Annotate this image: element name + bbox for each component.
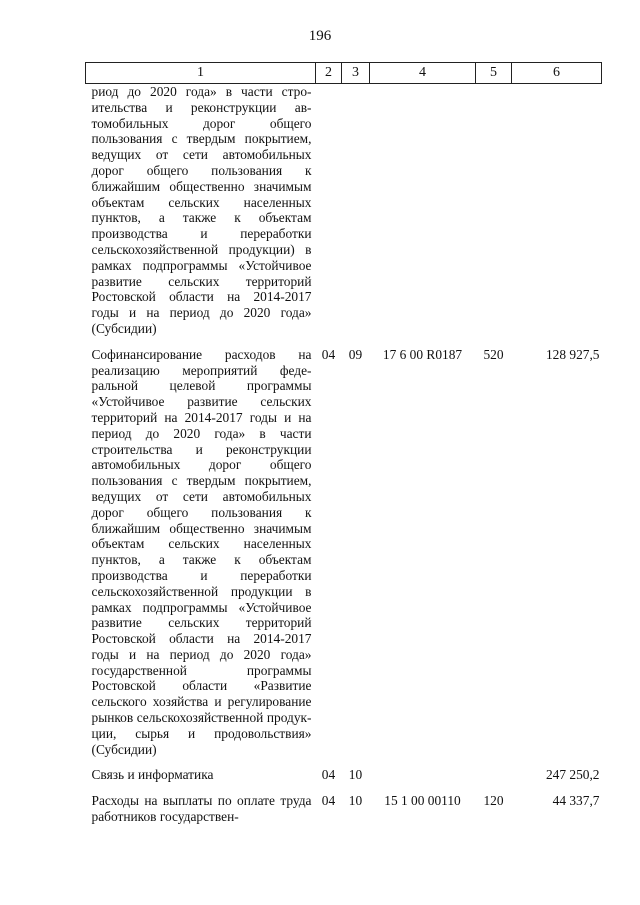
row-expense-type xyxy=(476,84,512,347)
row-description: Расходы на выплаты по оплате труда работников государствен- xyxy=(91,793,312,825)
budget-table xyxy=(85,62,602,835)
row-target-article xyxy=(370,767,476,793)
page-number: 196 xyxy=(308,28,332,44)
row-amount: 44 337,7 xyxy=(552,793,600,809)
row-section-code: 04 xyxy=(321,793,336,809)
row-expense-type xyxy=(476,767,512,793)
row-subsection-code: 10 xyxy=(348,767,363,783)
row-amount xyxy=(512,84,602,347)
table-header-row xyxy=(86,63,602,84)
row-target-article: 15 1 00 00110 xyxy=(384,793,461,809)
row-expense-type: 520 xyxy=(483,346,504,362)
table-row xyxy=(86,84,602,347)
row-target-article xyxy=(370,84,476,347)
table-row xyxy=(86,767,602,793)
column-header-2: 2 xyxy=(316,63,342,84)
column-header-6: 6 xyxy=(512,63,602,84)
row-section-code: 04 xyxy=(321,346,336,362)
table-row xyxy=(86,347,602,768)
column-header-4: 4 xyxy=(370,63,476,84)
row-description: Софинансирование расходов на реализацию мероприятий федеральной целевой программы «Устойчивое развитие сельских территорий на 2014-2017 годы и на период до 2020 года» в части строительства и реконструкции автомобильных дорог общего пользования с твердым покрытием, ведущих от сети автомобильных дорог общего пользования к ближайшим общественно значимым объектам сельских населенных пунктов, а также к объектам производства и переработки сельскохозяйственной продукции в рамках подпрограммы «Устойчивое развитие сельских территорий Ростовской области на 2014-2017 годы и на период до 2020 года» государственной программы Ростовской области «Развитие сельского хозяйства и регулирование рынков сельскохозяйственной продукции, сырья и продовольствия» (Субсидии) xyxy=(91,346,312,757)
row-subsection-code: 09 xyxy=(348,346,363,362)
column-header-3: 3 xyxy=(342,63,370,84)
row-description: Связь и информатика xyxy=(91,767,214,783)
row-section-code: 04 xyxy=(321,767,336,783)
row-amount: 247 250,2 xyxy=(545,767,600,783)
row-expense-type: 120 xyxy=(483,793,504,809)
row-target-article: 17 6 00 R0187 xyxy=(382,346,463,362)
row-subsection-code xyxy=(342,84,370,347)
row-description: риод до 2020 года» в части строительства и реконструкции автомобильных дорог общего пользования с твердым покрытием, ведущих от сети автомобильных дорог общего пользования к ближайшим общественно значимым объектам сельских населенных пунктов, а также к объектам производства и переработки сельскохозяйственной продукции) в рамках подпрограммы «Устойчивое развитие сельских территорий Ростовской области на 2014-2017 годы и на период до 2020 года» (Субсидии) xyxy=(91,84,312,336)
column-header-5: 5 xyxy=(476,63,512,84)
row-section-code xyxy=(316,84,342,347)
row-amount: 128 927,5 xyxy=(545,346,600,362)
row-subsection-code: 10 xyxy=(348,793,363,809)
table-row xyxy=(86,793,602,835)
column-header-1: 1 xyxy=(86,63,316,84)
